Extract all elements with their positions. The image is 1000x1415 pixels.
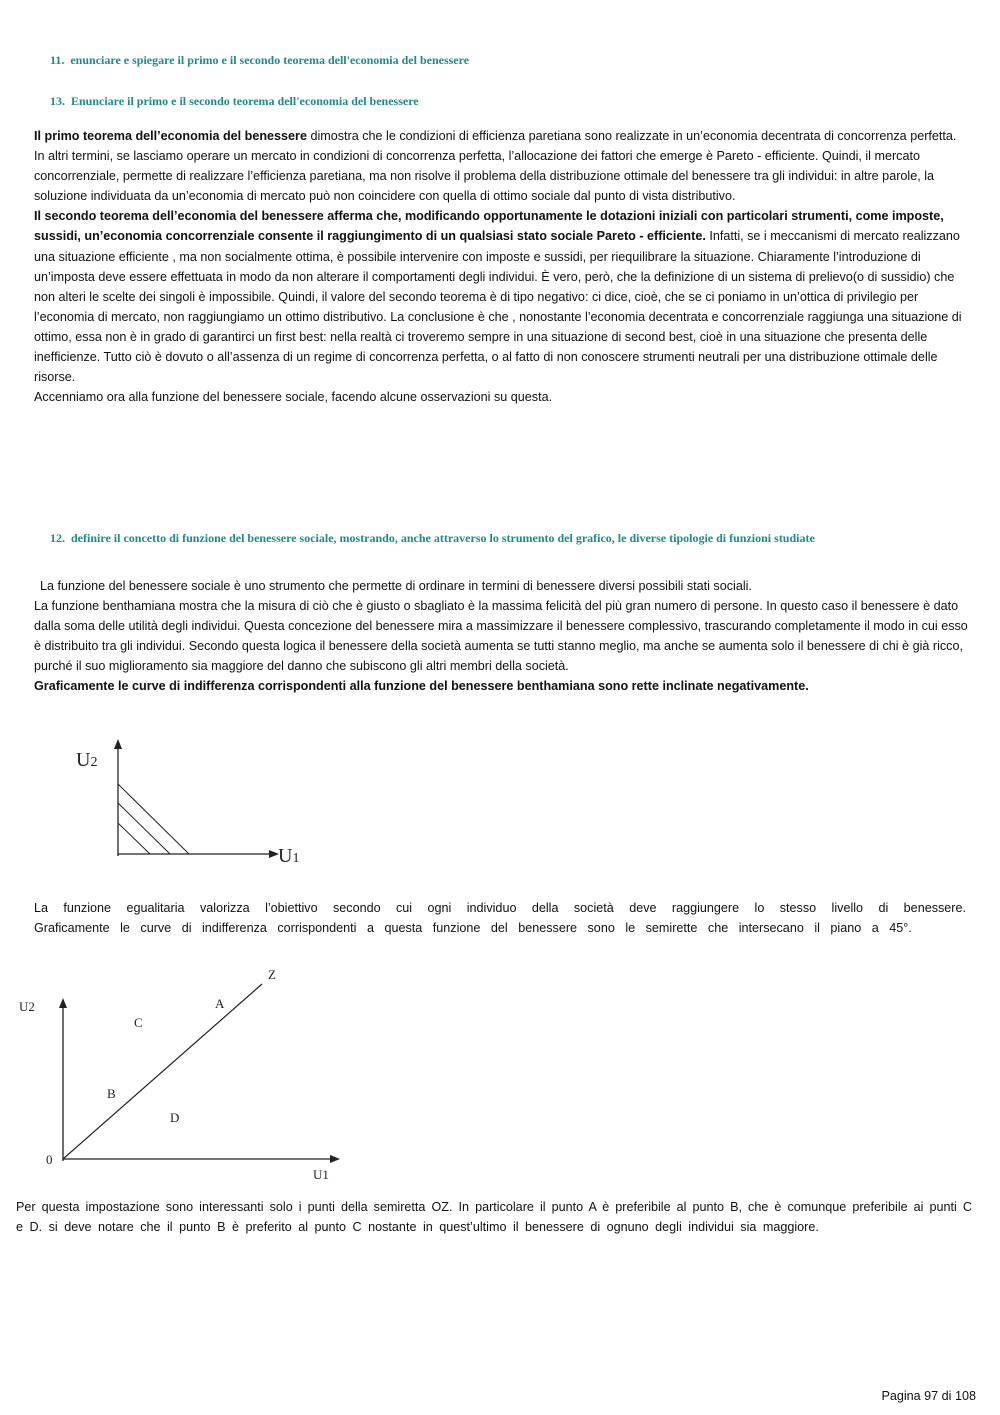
indifference-line-3 [118, 784, 189, 854]
heading-question-11 [50, 53, 469, 68]
welfare-function-paragraph [34, 576, 969, 697]
heading-number: 11. [50, 53, 65, 67]
x-axis-arrow [330, 1155, 340, 1163]
second-theorem-bold: Il secondo teorema dell’economia del benessere afferma che, modificando opportunamente le dotazioni iniziali con particolari strumenti, come imposte, sussidi, un’economia concorrenziale consente il raggiungimento di un qualsiasi stato sociale Pareto - efficiente. [34, 209, 944, 244]
y-axis-label: U2 [19, 999, 35, 1014]
point-c-label: C [134, 1015, 143, 1030]
closing-sentence: Accenniamo ora alla funzione del benessere sociale, facendo alcune osservazioni su questa. [34, 390, 553, 405]
origin-label: 0 [46, 1152, 53, 1167]
heading-text: Enunciare il primo e il secondo teorema dell'economia del benessere [71, 94, 419, 108]
heading-text: enunciare e spiegare il primo e il secondo teorema dell'economia del benessere [70, 53, 470, 67]
indifference-line-2 [118, 803, 170, 854]
y-axis-arrow [114, 739, 122, 749]
egalitarian-graph [0, 960, 360, 1185]
x-axis-label: U1 [313, 1167, 329, 1182]
conclusion-line-2: e D. si deve notare che il punto B è preferito al punto C nostante in quest’ultimo il benessere di ognuno degli individui sia maggiore. [16, 1220, 819, 1234]
heading-question-12 [50, 531, 815, 546]
theorems-paragraph [34, 126, 969, 407]
page-number: Pagina 97 di 108 [881, 1389, 976, 1403]
bentham-indifference-graph [60, 730, 320, 880]
first-theorem-bold: Il primo teorema dell’economia del benessere [34, 129, 307, 143]
egalitarian-line-2: Graficamente le curve di indifferenza corrispondenti a questa funzione del benessere sono le semirette che intersecano il piano a 45°. [34, 921, 912, 935]
first-theorem-text: dimostra che le condizioni di efficienza paretiana sono realizzate in un’economia decentrata di concorrenza perfetta. In altri termini, se lasciamo operare un mercato in condizioni di concorrenza perfetta, l’allocazione dei fattori che emerge è Pareto - efficiente. Quindi, il mercato concorrenziale, permette di realizzare l’efficienza paretiana, ma non risolve il problema della distribuzione ottimale del benessere tra gli individui: in altre parole, la soluzione individuata da un’economia di mercato può non coincidere con quella di ottimo sociale dal punto di vista distributivo. [34, 129, 957, 204]
x-axis-label: U1 [278, 845, 300, 867]
welfare-intro: La funzione del benessere sociale è uno strumento che permette di ordinare in termini di benessere diversi possibili stati sociali. [40, 579, 752, 593]
point-b-label: B [107, 1086, 116, 1101]
ray-label-z: Z [268, 967, 276, 982]
ray-oz [63, 984, 262, 1159]
heading-question-13 [50, 94, 419, 109]
egalitarian-line-1: La funzione egualitaria valorizza l’obiettivo secondo cui ogni individuo della società deve raggiungere lo stesso livello di benessere. [34, 901, 966, 915]
point-d-label: D [170, 1110, 180, 1125]
heading-number: 12. [50, 531, 65, 545]
heading-number: 13. [50, 94, 65, 108]
second-theorem-text: Infatti, se i meccanismi di mercato realizzano una situazione efficiente , ma non socialmente ottima, è possibile intervenire con imposte e sussidi, per riequilibrare la situazione. Chiaramente l’introduzione di un’imposta deve essere effettuata in modo da non alterare il comportamenti degli individui. È vero, però, che la definizione di un sistema di prelievo(o di sussidio) che non alteri le scelte dei singoli è impossibile. Quindi, il valore del secondo teorema è di tipo negativo: ci dice, cioè, che se ci poniamo in un’ottica di privilegio per l’economia di mercato, non raggiungiamo un ottimo distributivo. La conclusione è che , nonostante l’economia decentrata e concorrenziale raggiunga una situazione di ottimo, essa non è in grado di garantirci un first best: nella realtà ci troveremo sempre in una situazione di second best, cioè in una situazione che presenta delle inefficienze. Tutto ciò è dovuto o all’assenza di un regime di concorrenza perfetta, o al fatto di non conoscere strumenti neutrali per una distribuzione ottimale delle risorse. [34, 229, 962, 385]
heading-text: definire il concetto di funzione del benessere sociale, mostrando, anche attraverso lo strumento del grafico, le diverse tipologie di funzioni studiate [71, 531, 815, 545]
conclusion-line-1: Per questa impostazione sono interessanti solo i punti della semiretta OZ. In particolare il punto A è preferibile al punto B, che è comunque preferibile ai punti C [16, 1200, 972, 1214]
bentham-text: La funzione benthamiana mostra che la misura di ciò che è giusto o sbagliato è la massima felicità del più gran numero di persone. In questo caso il benessere è dato dalla soma delle utilità degli individui. Questa concezione del benessere mira a massimizzare il benessere complessivo, trascurando completamente il modo in cui esso è distribuito tra gli individui. Secondo questa logica il benessere della società aumenta se tutti stanno meglio, ma anche se aumenta solo il benessere di chi è già ricco, purché il suo miglioramento sia maggiore del danno che subiscono gli altri membri della società. [34, 599, 968, 674]
y-axis-label: U2 [76, 749, 98, 771]
y-axis-arrow [59, 998, 67, 1008]
bentham-bold: Graficamente le curve di indifferenza corrispondenti alla funzione del benessere benthamiana sono rette inclinate negativamente. [34, 679, 809, 694]
point-a-label: A [215, 996, 225, 1011]
indifference-line-1 [118, 823, 150, 854]
